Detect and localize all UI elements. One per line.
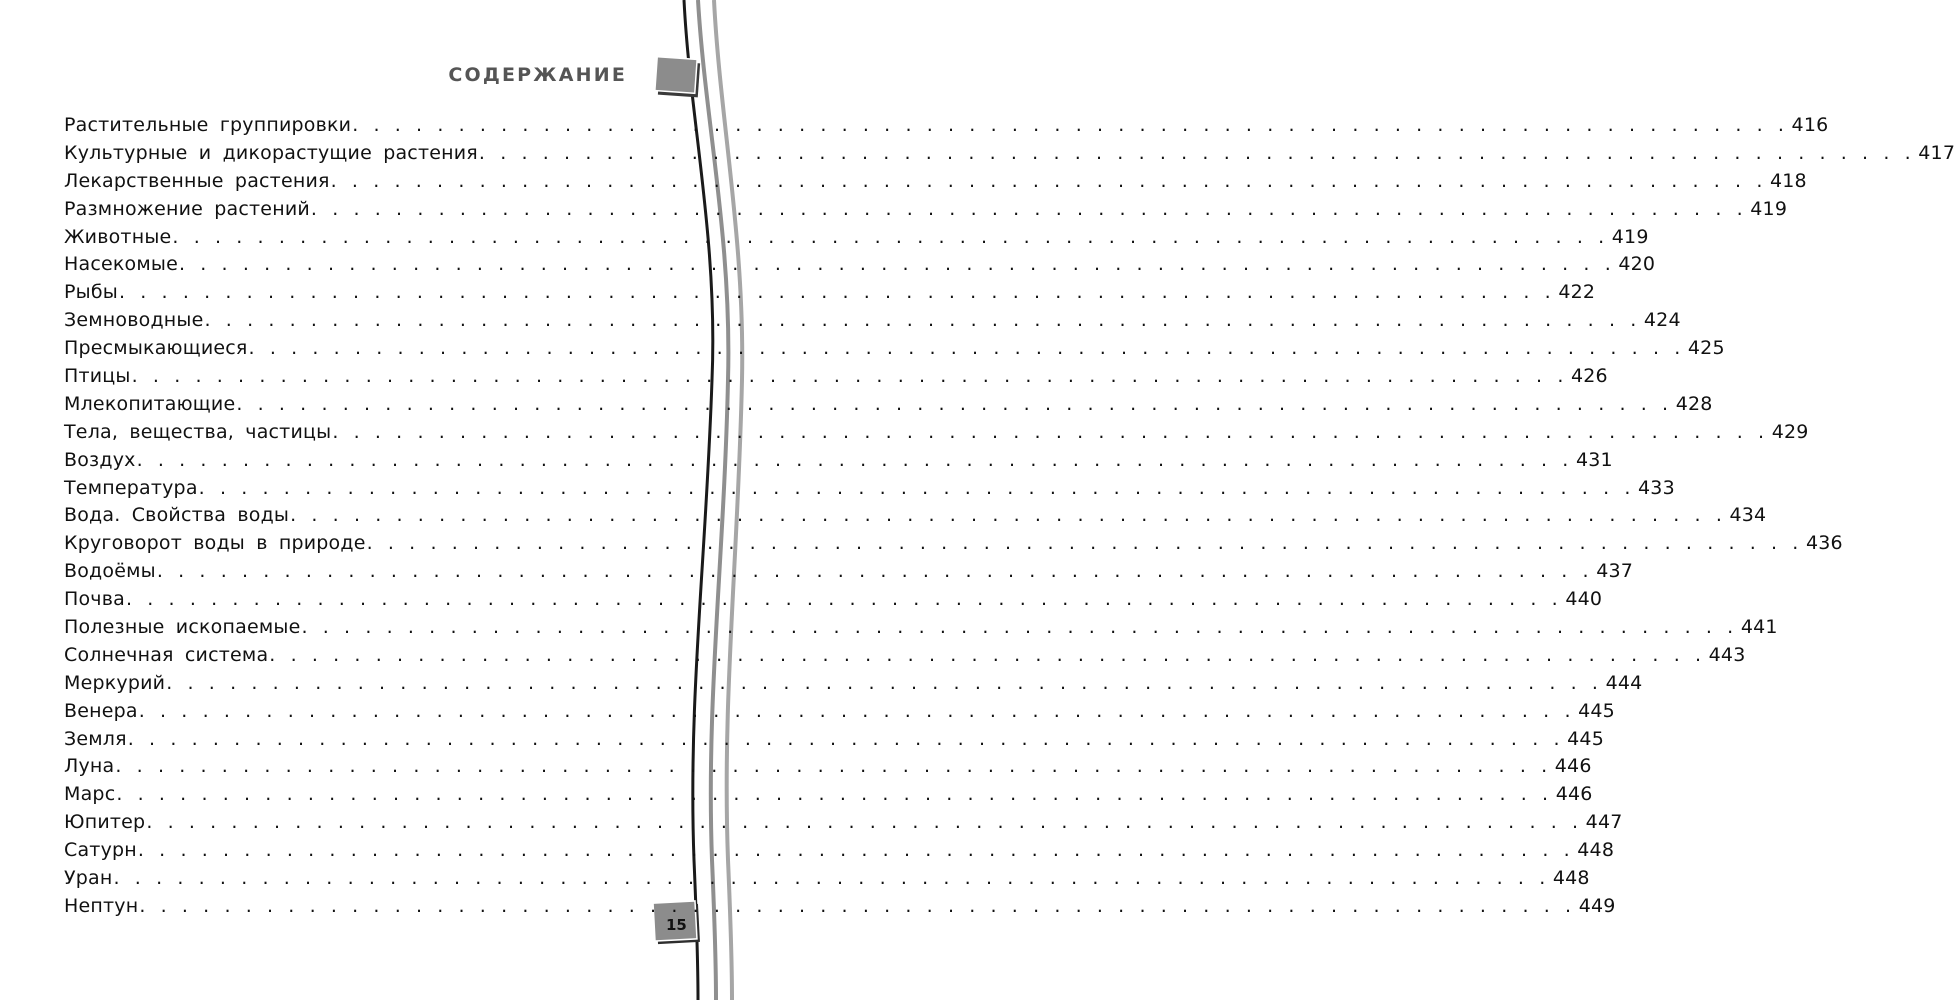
toc-entry-title: Венера [64,699,138,722]
toc-entry-page-number: 424 [1643,309,1681,332]
toc-dot-leader: . . . . . . . . . . . . . . . . . . . . . . . . . . . . . . . . . . . . . . . . . . . . . . . . . . . . . . . . . . . . . . . . . . . . [352,114,1789,136]
toc-entry-page-number: 443 [1708,643,1746,666]
toc-entry-title: Млекопитающие [64,392,236,415]
toc-entry[interactable] [64,419,1809,447]
toc-dot-leader: . . . . . . . . . . . . . . . . . . . . . . . . . . . . . . . . . . . . . . . . . . . . . . . . . . . . . . . . . . . . . . . . . . . . [137,839,1575,862]
toc-entry[interactable] [64,307,1681,335]
toc-entry-title: Животные [64,225,172,248]
toc-entry-title: Меркурий [64,671,166,694]
toc-entry-page-number: 449 [1578,894,1616,917]
toc-dot-leader: . . . . . . . . . . . . . . . . . . . . . . . . . . . . . . . . . . . . . . . . . . . . . . . . . . . . . . . . . . . . . . . . . . . . [116,783,1553,806]
toc-entry-title: Почва [64,588,125,611]
toc-dot-leader: . . . . . . . . . . . . . . . . . . . . . . . . . . . . . . . . . . . . . . . . . . . . . . . . . . . . . . . . . . . . . . . . . . . . [301,616,1738,639]
toc-dot-leader: . . . . . . . . . . . . . . . . . . . . . . . . . . . . . . . . . . . . . . . . . . . . . . . . . . . . . . . . . . . . . . . . . . . . [139,894,1576,917]
toc-entry-page-number: 440 [1565,588,1603,611]
toc-entry-page-number: 418 [1769,169,1807,192]
toc-entry[interactable] [64,224,1649,252]
toc-entry-title: Рыбы [64,281,118,304]
toc-entry-page-number: 445 [1578,699,1615,722]
toc-dot-leader: . . . . . . . . . . . . . . . . . . . . . . . . . . . . . . . . . . . . . . . . . . . . . . . . . . . . . . . . . . . . . . . . . . . . [172,225,1609,248]
toc-dot-leader: . . . . . . . . . . . . . . . . . . . . . . . . . . . . . . . . . . . . . . . . . . . . . . . . . . . . . . . . . . . . . . . . . . . . [204,309,1641,332]
toc-dot-leader: . . . . . . . . . . . . . . . . . . . . . . . . . . . . . . . . . . . . . . . . . . . . . . . . . . . . . . . . . . . . . . . . . . . . [269,643,1706,666]
toc-entry-page-number: 448 [1577,839,1615,862]
heading-tab-icon [655,57,700,98]
toc-entry-title: Птицы [64,365,131,388]
toc-entry-page-number: 429 [1771,420,1809,443]
toc-dot-leader: . . . . . . . . . . . . . . . . . . . . . . . . . . . . . . . . . . . . . . . . . . . . . . . . . . . . . . . . . . . . . . . . . . . . [127,727,1565,750]
toc-entry-title: Земля [64,727,127,750]
toc-entry[interactable] [64,893,1616,921]
toc-entry-page-number: 425 [1687,337,1725,360]
toc-entry-page-number: 445 [1567,727,1604,750]
toc-dot-leader: . . . . . . . . . . . . . . . . . . . . . . . . . . . . . . . . . . . . . . . . . . . . . . . . . . . . . . . . . . . . . . . . . . . . [198,476,1636,499]
toc-dot-leader: . . . . . . . . . . . . . . . . . . . . . . . . . . . . . . . . . . . . . . . . . . . . . . . . . . . . . . . . . . . . . . . . . . . . [131,365,1568,388]
toc-entry-title: Растительные группировки [64,114,352,136]
toc-entry[interactable] [64,809,1623,837]
toc-entry[interactable] [64,726,1604,754]
toc-entry-title: Нептун [64,894,139,917]
toc-entry-title: Тела, вещества, частицы [64,420,332,443]
toc-entry-page-number: 448 [1552,867,1590,890]
toc-entry[interactable] [64,335,1725,363]
toc-dot-leader: . . . . . . . . . . . . . . . . . . . . . . . . . . . . . . . . . . . . . . . . . . . . . . . . . . . . . . . . . . . . . . . . . . . . [136,448,1573,471]
toc-dot-leader: . . . . . . . . . . . . . . . . . . . . . . . . . . . . . . . . . . . . . . . . . . . . . . . . . . . . . . . . . . . . . . . . . . . . [310,197,1748,220]
toc-dot-leader: . . . . . . . . . . . . . . . . . . . . . . . . . . . . . . . . . . . . . . . . . . . . . . . . . . . . . . . . . . . . . . . . . . . . [156,560,1594,583]
toc-dot-leader: . . . . . . . . . . . . . . . . . . . . . . . . . . . . . . . . . . . . . . . . . . . . . . . . . . . . . . . . . . . . . . . . . . . . [166,671,1603,694]
toc-entry[interactable] [64,865,1590,893]
toc-entry-page-number: 447 [1585,811,1623,834]
toc-entry-page-number: 417 [1918,141,1955,164]
toc-entry[interactable] [64,698,1615,726]
toc-dot-leader: . . . . . . . . . . . . . . . . . . . . . . . . . . . . . . . . . . . . . . . . . . . . . . . . . . . . . . . . . . . . . . . . . . . . [332,420,1769,443]
toc-entry-title: Марс [64,783,116,806]
toc-entry-page-number: 446 [1554,755,1592,778]
toc-entry-page-number: 441 [1740,616,1778,639]
toc-dot-leader: . . . . . . . . . . . . . . . . . . . . . . . . . . . . . . . . . . . . . . . . . . . . . . . . . . . . . . . . . . . . . . . . . . . . [115,755,1552,778]
toc-entry-title: Луна [64,755,115,778]
toc-entry-title: Пресмыкающиеся [64,337,248,360]
toc-entry[interactable] [64,251,1656,279]
toc-dot-leader: . . . . . . . . . . . . . . . . . . . . . . . . . . . . . . . . . . . . . . . . . . . . . . . . . . . . . . . . . . . . . . . . . . . . [290,504,1727,527]
toc-entry-title: Земноводные [64,309,204,332]
toc-entry[interactable] [64,363,1608,391]
toc-entry-title: Насекомые [64,253,178,276]
toc-entry-page-number: 428 [1675,392,1713,415]
toc-entry-title: Сатурн [64,839,137,862]
toc-dot-leader: . . . . . . . . . . . . . . . . . . . . . . . . . . . . . . . . . . . . . . . . . . . . . . . . . . . . . . . . . . . . . . . . . . . . [248,337,1685,360]
toc-entry-title: Солнечная система [64,643,269,666]
toc-entry[interactable] [64,670,1643,698]
toc-entry[interactable] [64,502,1767,530]
toc-entry[interactable] [64,475,1675,503]
toc-entry[interactable] [64,837,1615,865]
toc-entry-title: Температура [64,476,198,499]
toc-entry-title: Уран [64,867,113,890]
toc-entry[interactable] [64,279,1596,307]
toc-dot-leader: . . . . . . . . . . . . . . . . . . . . . . . . . . . . . . . . . . . . . . . . . . . . . . . . . . . . . . . . . . . . . . . . . . . . [366,532,1803,555]
toc-dot-leader: . . . . . . . . . . . . . . . . . . . . . . . . . . . . . . . . . . . . . . . . . . . . . . . . . . . . . . . . . . . . . . . . . . . . [118,281,1556,304]
toc-entry[interactable] [64,530,1843,558]
toc-entry[interactable] [64,781,1593,809]
page-title: СОДЕРЖАНИЕ [448,64,627,86]
toc-entry[interactable] [64,447,1613,475]
toc-dot-leader: . . . . . . . . . . . . . . . . . . . . . . . . . . . . . . . . . . . . . . . . . . . . . . . . . . . . . . . . . . . . . . . . . . . . [179,253,1616,276]
table-of-contents [64,112,1955,921]
toc-entry-page-number: 437 [1596,560,1634,583]
toc-dot-leader: . . . . . . . . . . . . . . . . . . . . . . . . . . . . . . . . . . . . . . . . . . . . . . . . . . . . . . . . . . . . . . . . . . . . [113,867,1550,890]
toc-entry-page-number: 422 [1558,281,1596,304]
toc-entry[interactable] [64,112,1829,140]
toc-entry[interactable] [64,586,1603,614]
toc-entry[interactable] [64,558,1634,586]
toc-entry[interactable] [64,642,1746,670]
toc-dot-leader: . . . . . . . . . . . . . . . . . . . . . . . . . . . . . . . . . . . . . . . . . . . . . . . . . . . . . . . . . . . . . . . . . . . . [138,699,1576,722]
toc-entry-page-number: 419 [1750,197,1788,220]
toc-entry-title: Полезные ископаемые [64,616,301,639]
toc-entry-page-number: 434 [1729,504,1767,527]
toc-entry-title: Водоёмы [64,560,156,583]
toc-dot-leader: . . . . . . . . . . . . . . . . . . . . . . . . . . . . . . . . . . . . . . . . . . . . . . . . . . . . . . . . . . . . . . . . . . . . [236,392,1673,415]
toc-entry-page-number: 416 [1791,114,1829,136]
toc-entry[interactable] [64,391,1713,419]
toc-entry-title: Круговорот воды в природе [64,532,366,555]
toc-entry-title: Юпитер [64,811,146,834]
toc-entry-page-number: 436 [1805,532,1843,555]
toc-entry-page-number: 433 [1638,476,1675,499]
toc-entry-page-number: 446 [1555,783,1593,806]
toc-entry-title: Вода. Свойства воды [64,504,290,527]
toc-dot-leader: . . . . . . . . . . . . . . . . . . . . . . . . . . . . . . . . . . . . . . . . . . . . . . . . . . . . . . . . . . . . . . . . . . . . [146,811,1583,834]
toc-entry-page-number: 431 [1575,448,1613,471]
toc-entry[interactable] [64,614,1778,642]
toc-dot-leader: . . . . . . . . . . . . . . . . . . . . . . . . . . . . . . . . . . . . . . . . . . . . . . . . . . . . . . . . . . . . . . . . . . . . [125,588,1563,611]
toc-entry-page-number: 419 [1611,225,1649,248]
toc-entry[interactable] [64,140,1955,168]
toc-entry-page-number: 420 [1618,253,1656,276]
toc-entry[interactable] [64,168,1807,196]
toc-entry-title: Культурные и дикорастущие растения [64,141,478,164]
toc-entry-page-number: 444 [1605,671,1643,694]
toc-entry-title: Лекарственные растения [64,169,330,192]
toc-entry[interactable] [64,196,1788,224]
toc-entry-page-number: 426 [1570,365,1608,388]
toc-dot-leader: . . . . . . . . . . . . . . . . . . . . . . . . . . . . . . . . . . . . . . . . . . . . . . . . . . . . . . . . . . . . . . . . . . . . [478,141,1916,164]
toc-entry-title: Размножение растений [64,197,310,220]
page-number: 15 [666,916,687,934]
toc-entry-title: Воздух [64,448,136,471]
toc-entry[interactable] [64,753,1592,781]
toc-dot-leader: . . . . . . . . . . . . . . . . . . . . . . . . . . . . . . . . . . . . . . . . . . . . . . . . . . . . . . . . . . . . . . . . . . . . [330,169,1767,192]
